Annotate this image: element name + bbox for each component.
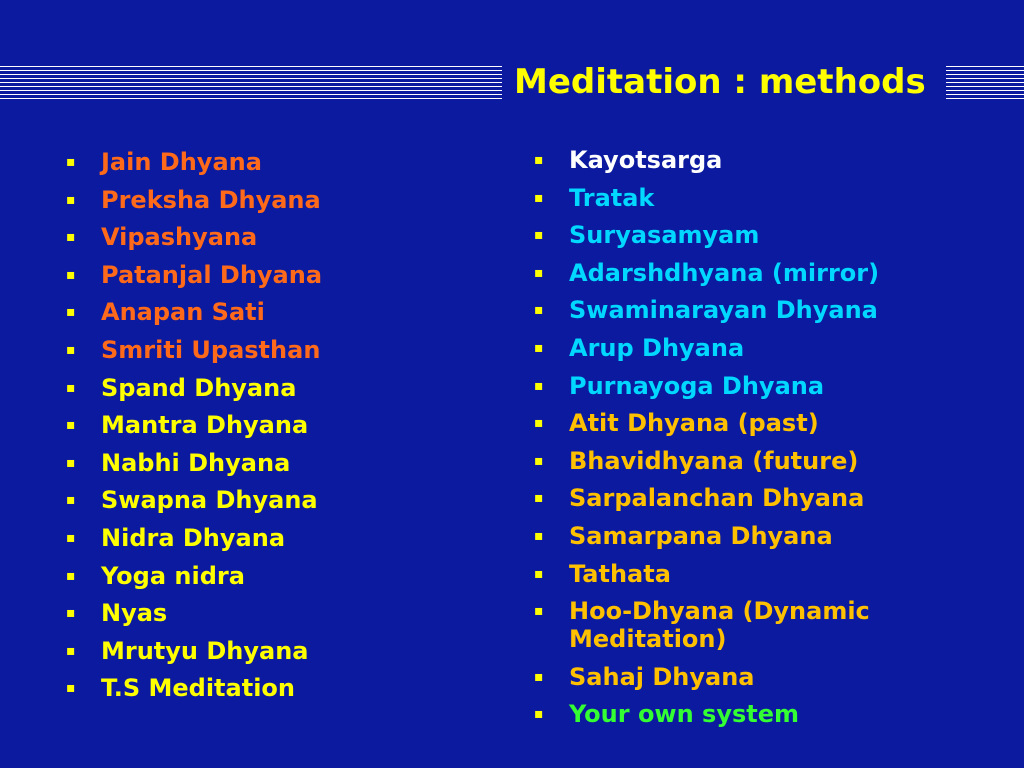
method-list-left [66,148,486,712]
left-method-item [66,637,486,665]
title-rule-right [946,66,1024,99]
bullet-icon: ▪ [66,680,76,697]
right-method-item-label: Tratak [569,183,655,212]
bullet-icon: ▪ [534,527,544,544]
bullet-icon: ▪ [66,304,76,321]
right-method-item-label: Sahaj Dhyana [569,662,755,691]
right-method-item [534,409,1014,437]
bullet-icon: ▪ [66,379,76,396]
left-method-item-label: Yoga nidra [101,561,245,590]
right-method-item [534,296,1014,324]
right-method-item [534,484,1014,512]
right-method-item-label: Suryasamyam [569,221,760,250]
bullet-icon: ▪ [66,454,76,471]
right-method-item-label: Samarpana Dhyana [569,521,833,550]
bullet-icon: ▪ [534,490,544,507]
right-method-item-label: Arup Dhyana [569,333,745,362]
left-method-item [66,486,486,514]
left-method-item-label: Preksha Dhyana [101,185,321,214]
left-method-item-label: Jain Dhyana [101,148,262,176]
bullet-icon: ▪ [66,417,76,434]
left-method-item-label: T.S Meditation [101,674,295,703]
bullet-icon: ▪ [534,415,544,432]
bullet-icon: ▪ [534,302,544,319]
right-method-item [534,663,1014,691]
left-method-item [66,223,486,251]
bullet-icon: ▪ [66,642,76,659]
left-method-item [66,148,486,176]
right-method-item-label: Your own system [569,700,800,729]
right-method-item [534,597,1014,653]
bullet-icon: ▪ [534,603,544,620]
right-method-item-label: Bhavidhyana (future) [569,446,859,475]
left-method-item-label: Mrutyu Dhyana [101,636,309,665]
left-method-item [66,298,486,326]
left-method-item [66,411,486,439]
left-method-item-label: Nyas [101,599,168,628]
right-method-item [534,372,1014,400]
left-method-item-label: Anapan Sati [101,298,265,327]
bullet-icon: ▪ [534,264,544,281]
right-method-item-label: Kayotsarga [569,146,723,174]
right-method-item-label: Sarpalanchan Dhyana [569,484,865,513]
right-method-item [534,334,1014,362]
slide-title: Meditation : methods [514,62,926,102]
bullet-icon: ▪ [66,191,76,208]
right-method-item [534,259,1014,287]
bullet-icon: ▪ [66,529,76,546]
left-method-item [66,674,486,702]
bullet-icon: ▪ [66,567,76,584]
right-method-item-label: Adarshdhyana (mirror) [569,258,880,287]
bullet-icon: ▪ [66,492,76,509]
right-method-item [534,522,1014,550]
right-method-item-label: Atit Dhyana (past) [569,409,819,438]
bullet-icon: ▪ [534,339,544,356]
right-method-item [534,184,1014,212]
bullet-icon: ▪ [534,189,544,206]
right-method-item-label: Swaminarayan Dhyana [569,296,878,325]
title-bar [0,62,1024,106]
left-method-item [66,449,486,477]
left-method-item [66,336,486,364]
bullet-icon: ▪ [66,605,76,622]
bullet-icon: ▪ [66,154,76,170]
bullet-icon: ▪ [534,152,544,168]
left-method-item-label: Nidra Dhyana [101,523,286,552]
left-method-item-label: Smriti Upasthan [101,335,321,364]
bullet-icon: ▪ [534,452,544,469]
bullet-icon: ▪ [66,266,76,283]
right-method-item-label: Purnayoga Dhyana [569,371,825,400]
left-method-item-label: Spand Dhyana [101,373,297,402]
right-method-item [534,447,1014,475]
title-rule-left [0,66,502,99]
left-method-item [66,524,486,552]
left-method-item-label: Nabhi Dhyana [101,448,291,477]
right-method-item-label: Tathata [569,559,671,588]
left-method-item [66,186,486,214]
bullet-icon: ▪ [534,668,544,685]
left-method-item [66,562,486,590]
bullet-icon: ▪ [534,377,544,394]
bullet-icon: ▪ [66,341,76,358]
left-method-item-label: Swapna Dhyana [101,486,318,515]
left-method-item-label: Patanjal Dhyana [101,260,323,289]
right-method-item [534,146,1014,174]
left-method-item [66,374,486,402]
method-list-right [534,146,1014,738]
bullet-icon: ▪ [534,706,544,723]
left-method-item [66,261,486,289]
right-method-item-label: Hoo-Dhyana (Dynamic Meditation) [569,597,870,654]
right-method-item [534,700,1014,728]
left-method-item [66,599,486,627]
bullet-icon: ▪ [534,565,544,582]
left-method-item-label: Mantra Dhyana [101,411,309,440]
bullet-icon: ▪ [66,229,76,246]
right-method-item [534,560,1014,588]
right-method-item [534,221,1014,249]
left-method-item-label: Vipashyana [101,223,258,252]
bullet-icon: ▪ [534,227,544,244]
